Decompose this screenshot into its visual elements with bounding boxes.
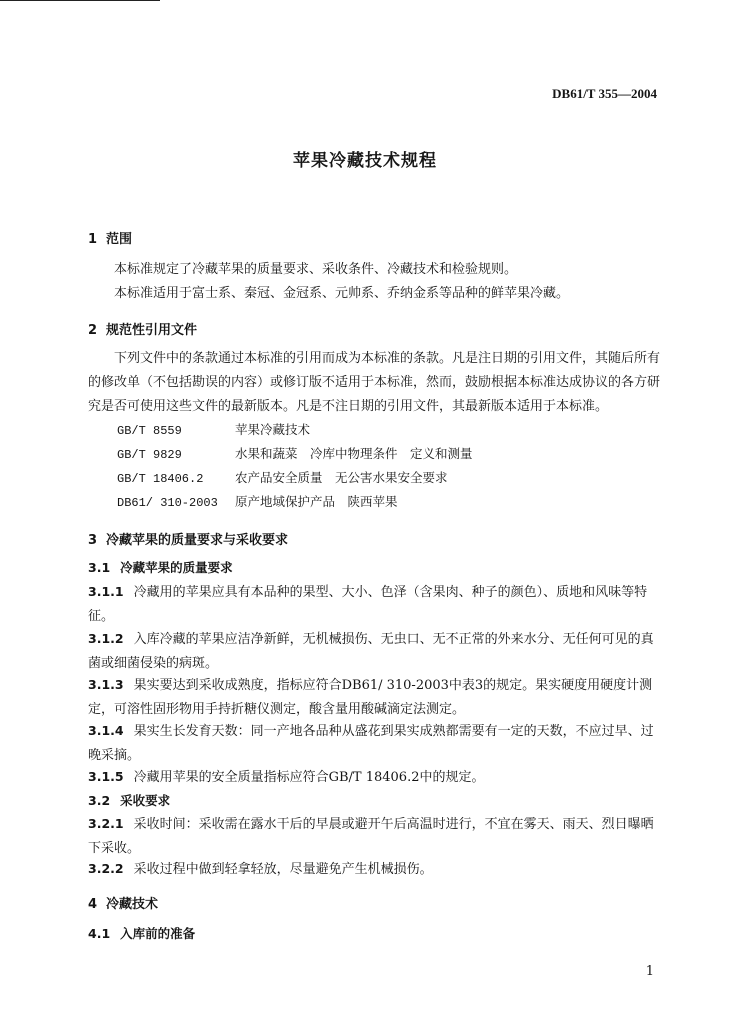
reference-name: 水果和蔬菜 冷库中物理条件 定义和测量 bbox=[235, 446, 473, 461]
section-2-heading bbox=[88, 319, 197, 338]
section-1-heading bbox=[88, 228, 132, 247]
reference-code: DB61/ 310-2003 bbox=[117, 496, 218, 510]
clause-3-1-3 bbox=[88, 673, 660, 722]
clause-3-2-2 bbox=[88, 857, 660, 882]
subsection-number: 3.1 bbox=[88, 560, 111, 575]
reference-row bbox=[117, 444, 473, 462]
section-number: 1 bbox=[88, 232, 98, 247]
section-title: 冷藏技术 bbox=[106, 897, 159, 912]
reference-row bbox=[117, 492, 398, 510]
clause-text: 果实要达到采收成熟度，指标应符合DB61/ 310-2003中表3的规定。果实硬度用硬度计测定，可溶性固形物用手持折糖仪测定，酸含量用酸碱滴定法测定。 bbox=[88, 678, 653, 717]
paragraph: 本标准规定了冷藏苹果的质量要求、采收条件、冷藏技术和检验规则。 bbox=[114, 262, 518, 277]
clause-3-1-1 bbox=[88, 580, 660, 629]
clause-number: 3.1.5 bbox=[88, 769, 124, 784]
top-rule bbox=[0, 0, 160, 1]
clause-3-1-4 bbox=[88, 719, 660, 768]
subsection-3-1-heading bbox=[88, 556, 660, 581]
clause-text: 采收过程中做到轻拿轻放，尽量避免产生机械损伤。 bbox=[133, 862, 433, 877]
section-title: 范围 bbox=[106, 232, 133, 247]
subsection-3-2-heading bbox=[88, 789, 660, 814]
reference-name: 农产品安全质量 无公害水果安全要求 bbox=[235, 470, 448, 485]
reference-name: 原产地域保护产品 陕西苹果 bbox=[235, 494, 398, 509]
clause-number: 3.2.1 bbox=[88, 816, 124, 831]
section-number: 2 bbox=[88, 323, 98, 338]
paragraph: 本标准适用于富士系、秦冠、金冠系、元帅系、乔纳金系等品种的鲜苹果冷藏。 bbox=[114, 286, 570, 301]
clause-text: 果实生长发育天数：同一产地各品种从盛花到果实成熟都需要有一定的天数，不应过早、过晚采摘。 bbox=[88, 724, 654, 763]
reference-code: GB/T 18406.2 bbox=[117, 472, 204, 486]
clause-text: 入库冷藏的苹果应洁净新鲜，无机械损伤、无虫口、无不正常的外来水分、无任何可见的真菌或细菌侵染的病斑。 bbox=[88, 632, 654, 671]
clause-number: 3.2.2 bbox=[88, 861, 124, 876]
clause-text: 冷藏用苹果的安全质量指标应符合GB/T 18406.2中的规定。 bbox=[133, 770, 485, 785]
clause-number: 3.1.3 bbox=[88, 677, 124, 692]
section-title: 规范性引用文件 bbox=[106, 323, 198, 338]
section-number: 4 bbox=[88, 897, 98, 912]
reference-code: GB/T 8559 bbox=[117, 424, 182, 438]
clause-text: 采收时间：采收需在露水干后的早晨或避开午后高温时进行，不宜在雾天、雨天、烈日曝晒下采收。 bbox=[88, 817, 654, 856]
section-title: 冷藏苹果的质量要求与采收要求 bbox=[106, 533, 289, 548]
section-number: 3 bbox=[88, 533, 98, 548]
paragraph: 下列文件中的条款通过本标准的引用而成为本标准的条款。凡是注日期的引用文件，其随后所有的修改单（不包括勘误的内容）或修订版不适用于本标准，然而，鼓励根据本标准达成协议的各方研究是否可使用这些文件的最新版本。凡是不注日期的引用文件，其最新版本适用于本标准。 bbox=[88, 351, 661, 414]
page-title: 苹果冷藏技术规程 bbox=[293, 151, 437, 171]
clause-3-1-2 bbox=[88, 627, 660, 676]
subsection-title: 冷藏苹果的质量要求 bbox=[120, 560, 233, 575]
clause-number: 3.1.4 bbox=[88, 723, 124, 738]
clause-number: 3.1.2 bbox=[88, 631, 124, 646]
reference-row bbox=[117, 420, 310, 438]
subsection-number: 4.1 bbox=[88, 926, 111, 941]
subsection-title: 采收要求 bbox=[120, 793, 171, 808]
subsection-4-1-heading bbox=[88, 922, 660, 947]
clause-3-2-1 bbox=[88, 812, 660, 861]
clause-number: 3.1.1 bbox=[88, 584, 124, 599]
subsection-title: 入库前的准备 bbox=[120, 926, 196, 941]
reference-row bbox=[117, 468, 448, 486]
reference-name: 苹果冷藏技术 bbox=[235, 422, 311, 437]
clause-text: 冷藏用的苹果应具有本品种的果型、大小、色泽（含果肉、种子的颜色）、质地和风味等特征。 bbox=[88, 585, 648, 624]
subsection-number: 3.2 bbox=[88, 793, 111, 808]
reference-code: GB/T 9829 bbox=[117, 448, 182, 462]
page-number: 1 bbox=[645, 964, 654, 979]
section-4-heading bbox=[88, 893, 158, 912]
section-3-heading bbox=[88, 529, 288, 548]
clause-3-1-5 bbox=[88, 765, 660, 790]
standard-code: DB61/T 355—2004 bbox=[552, 86, 657, 101]
